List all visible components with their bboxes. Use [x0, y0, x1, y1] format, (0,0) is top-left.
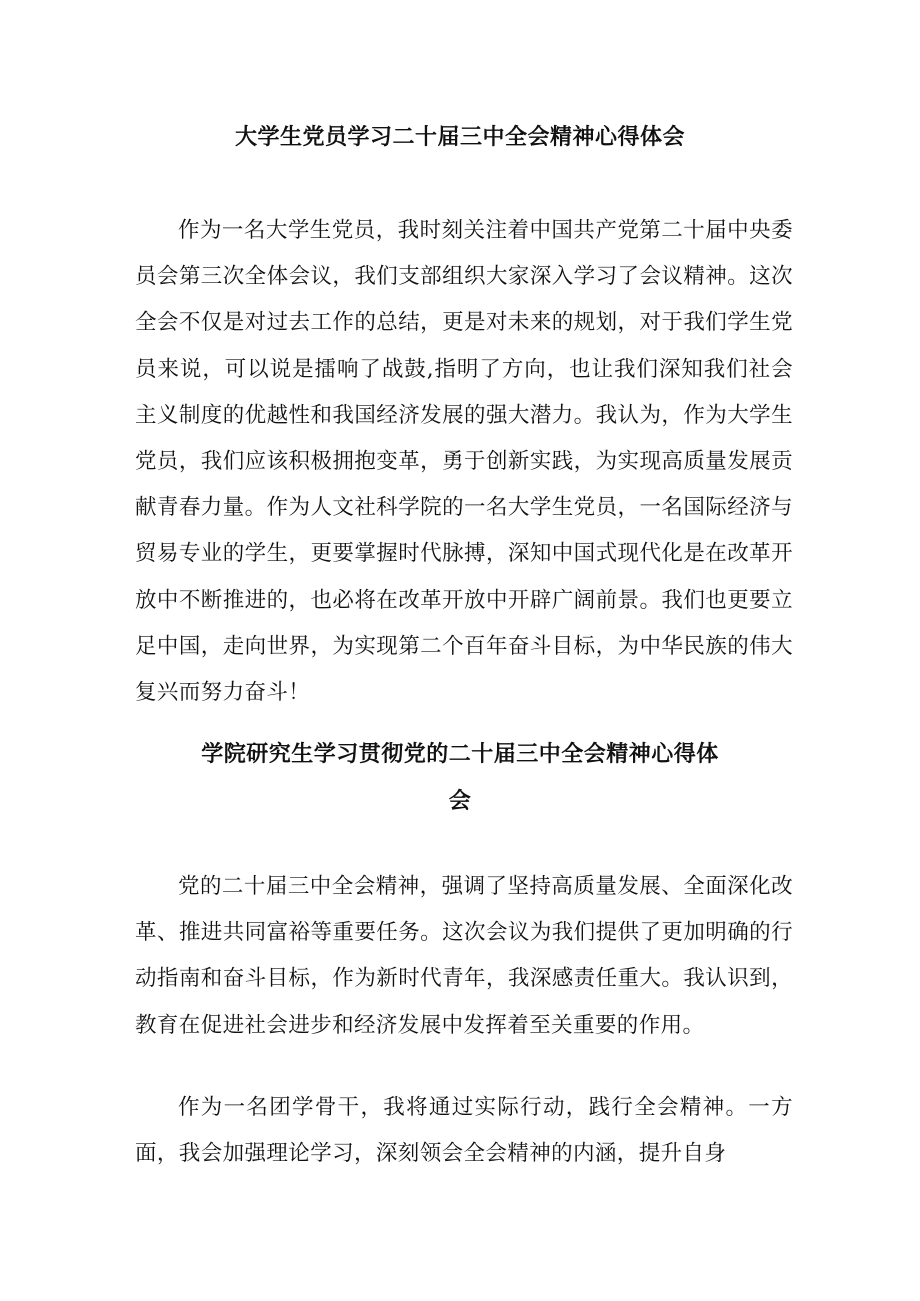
article1-paragraph-1: 作为一名大学生党员，我时刻关注着中国共产党第二十届中央委员会第三次全体会议，我们支部组织大家深入学习了会议精神。这次全会不仅是对过去工作的总结，更是对未来的规划，对于我们学生党员来说，可以说是擂响了战鼓,指明了方向，也让我们深知我们社会主义制度的优越性和我国经济发展的强大潜力。我认为，作为大学生党员，我们应该积极拥抱变革，勇于创新实践，为实现高质量发展贡献青春力量。作为人文社科学院的一名大学生党员，一名国际经济与贸易专业的学生，更要掌握时代脉搏，深知中国式现代化是在改革开放中不断推进的，也必将在改革开放中开辟广阔前景。我们也更要立足中国，走向世界，为实现第二个百年奋斗目标，为中华民族的伟大复兴而努力奋斗！ — [135, 218, 793, 706]
article2-title-line-2: 会 — [448, 789, 472, 814]
article2-paragraph-2: 作为一名团学骨干，我将通过实际行动，践行全会精神。一方面，我会加强理论学习，深刻领会全会精神的内涵，提升自身 — [135, 1095, 793, 1167]
article2-title-line-1: 学院研究生学习贯彻党的二十届三中全会精神心得体 — [201, 742, 719, 767]
article2-title — [130, 731, 790, 825]
article2-paragraph-1: 党的二十届三中全会精神，强调了坚持高质量发展、全面深化改革、推进共同富裕等重要任务。这次会议为我们提供了更加明确的行动指南和奋斗目标，作为新时代青年，我深感责任重大。我认识到，教育在促进社会进步和经济发展中发挥着至关重要的作用。 — [135, 874, 793, 1038]
article1-title: 大学生党员学习二十届三中全会精神心得体会 — [234, 125, 685, 150]
